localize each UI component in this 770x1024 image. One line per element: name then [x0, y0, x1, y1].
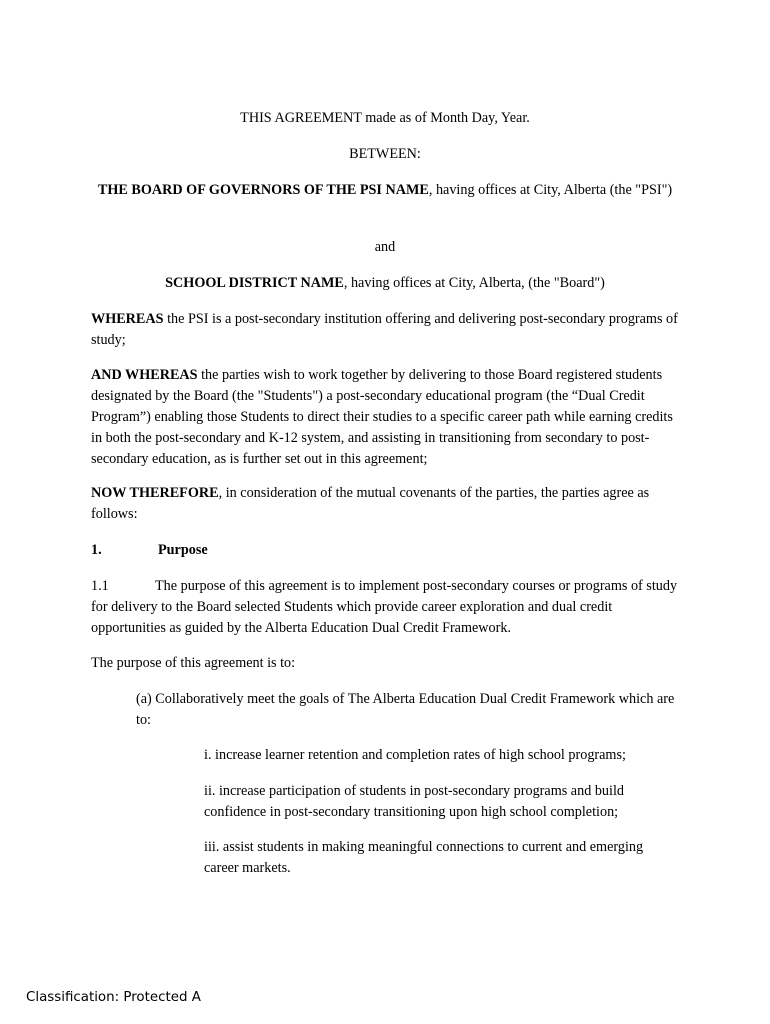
- recital-whereas: [91, 309, 681, 351]
- and-text: and: [374, 239, 396, 255]
- party-board: [90, 273, 680, 294]
- recital-and-whereas: [91, 365, 681, 470]
- recital-whereas-lead: WHEREAS: [91, 311, 164, 327]
- between-line: [90, 144, 680, 165]
- clause-1-1-text: The purpose of this agreement is to implement post-secondary courses or programs of study for delivery to the Board selected Students which provide career exploration and dual credit opportunities as guided by the Alberta Education Dual Credit Framework.: [91, 578, 678, 636]
- recital-now-therefore: [91, 483, 681, 525]
- party-board-name: SCHOOL DISTRICT NAME: [165, 275, 344, 291]
- goal-item-iii-text: iii. assist students in making meaningful connections to current and emerging career markets.: [204, 839, 644, 876]
- purpose-item-a: [136, 689, 681, 731]
- section-1-title: Purpose: [158, 542, 208, 558]
- party-psi-name: THE BOARD OF GOVERNORS OF THE PSI NAME: [97, 182, 429, 198]
- clause-1-1: [91, 576, 681, 639]
- purpose-item-a-text: (a) Collaboratively meet the goals of The Alberta Education Dual Credit Framework which are to:: [136, 691, 675, 728]
- goal-item-ii: [204, 781, 681, 823]
- recital-and-whereas-text: the parties wish to work together by delivering to those Board registered students designated by the Board (the "Students") a post-secondary educational program (the “Dual Credit Program”) enabling those Students to direct their studies to a specific career path while earning credits in both the post-secondary and K-12 system, and assisting in transitioning from secondary to post-secondary education, as is further set out in this agreement;: [91, 367, 673, 467]
- goal-item-i-text: i. increase learner retention and completion rates of high school programs;: [204, 747, 626, 763]
- between-text: BETWEEN:: [349, 146, 421, 162]
- purpose-intro: [91, 653, 681, 674]
- and-line: [90, 237, 680, 258]
- agreement-date-line: [90, 108, 680, 129]
- purpose-intro-text: The purpose of this agreement is to:: [91, 655, 296, 671]
- goal-item-iii: [204, 837, 681, 879]
- agreement-date-text: THIS AGREEMENT made as of Month Day, Year.: [240, 110, 530, 126]
- party-psi-details: , having offices at City, Alberta (the "PSI"): [428, 182, 673, 198]
- goal-item-ii-text: ii. increase participation of students in post-secondary programs and build confidence in post-secondary transitioning upon high school completion;: [204, 783, 624, 820]
- classification-footer: [26, 987, 201, 1008]
- goal-item-i: [204, 745, 681, 766]
- section-1-number: 1.: [91, 542, 102, 558]
- recital-and-whereas-lead: AND WHEREAS: [91, 367, 198, 383]
- recital-whereas-text: the PSI is a post-secondary institution offering and delivering post-secondary programs of study;: [91, 311, 678, 348]
- recital-now-therefore-text: , in consideration of the mutual covenants of the parties, the parties agree as follows:: [91, 485, 650, 522]
- recital-now-therefore-lead: NOW THEREFORE: [91, 485, 219, 501]
- party-board-details: , having offices at City, Alberta, (the "Board"): [343, 275, 605, 291]
- classification-text: Classification: Protected A: [26, 990, 201, 1005]
- clause-1-1-number: 1.1: [91, 578, 109, 594]
- section-1-heading: [91, 540, 681, 561]
- party-psi: [90, 180, 680, 201]
